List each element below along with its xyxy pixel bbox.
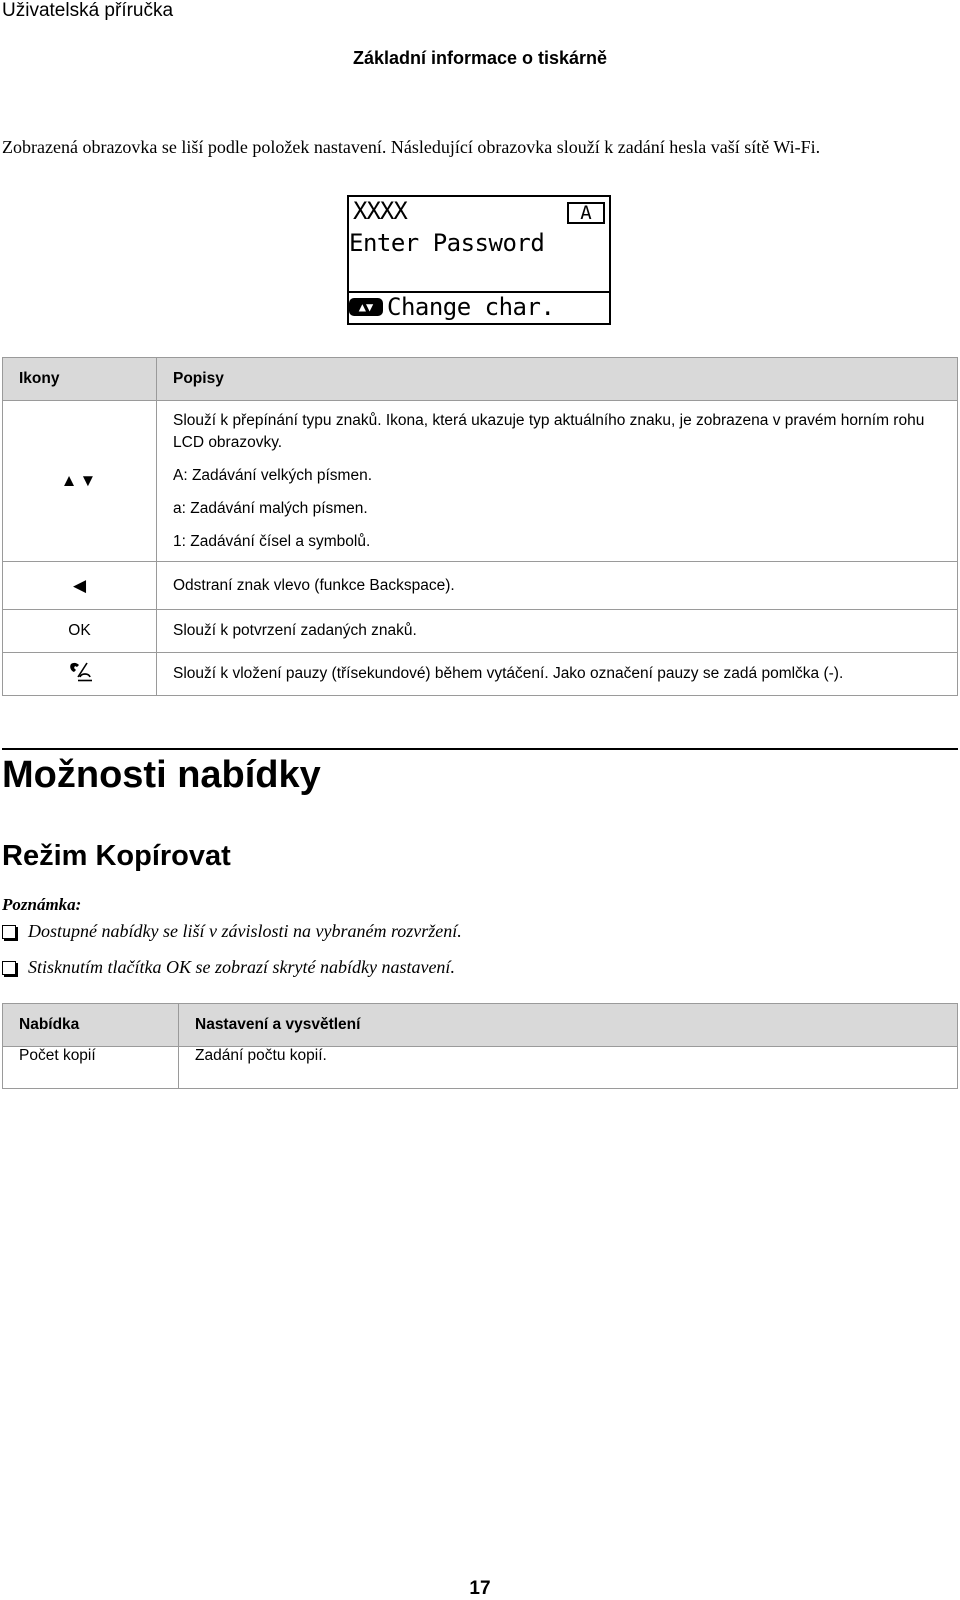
column-header-settings: Nastavení a vysvětlení xyxy=(179,1004,958,1047)
lcd-footer-label: Change char. xyxy=(387,293,555,321)
section-heading: Základní informace o tiskárně xyxy=(352,48,608,68)
column-header-icons: Ikony xyxy=(3,358,157,401)
note-heading: Poznámka: xyxy=(2,895,82,914)
note-list xyxy=(2,921,462,993)
description-text: a: Zadávání malých písmen. xyxy=(173,500,368,517)
lcd-screen-illustration xyxy=(347,195,611,325)
description-cell: Odstraní znak vlevo (funkce Backspace). xyxy=(157,562,958,610)
column-header-menu: Nabídka xyxy=(3,1004,179,1047)
checkbox-bullet-icon xyxy=(2,961,16,975)
left-triangle-icon: ◀ xyxy=(72,575,87,595)
menu-table xyxy=(2,1003,958,1089)
lcd-prompt: Enter Password xyxy=(349,229,545,257)
table-row xyxy=(3,401,958,562)
description-text: 1: Zadávání čísel a symbolů. xyxy=(173,533,371,550)
icon-cell xyxy=(3,401,157,562)
pause-dial-icon xyxy=(67,661,93,683)
description-cell: Slouží k vložení pauzy (třísekundové) během vytáčení. Jako označení pauzy se zadá pomlčka (-). xyxy=(157,653,958,696)
icon-cell: OK xyxy=(3,610,157,653)
running-head: Uživatelská příručka xyxy=(2,0,174,21)
page-number: 17 xyxy=(469,1578,491,1599)
table-row xyxy=(3,653,958,696)
column-header-descriptions: Popisy xyxy=(157,358,958,401)
description-cell: Zadání počtu kopií. xyxy=(179,1047,958,1089)
lcd-network-name: XXXX xyxy=(353,197,407,225)
table-row xyxy=(3,610,958,653)
chapter-heading: Možnosti nabídky xyxy=(2,754,321,796)
icons-table xyxy=(2,357,958,696)
note-text: Stisknutím tlačítka OK se zobrazí skryté nabídky nastavení. xyxy=(28,957,455,977)
intro-paragraph: Zobrazená obrazovka se liší podle položek nastavení. Následující obrazovka slouží k zadání hesla vaší sítě Wi-Fi. xyxy=(2,137,821,157)
table-row xyxy=(3,1047,958,1089)
subheading: Režim Kopírovat xyxy=(2,840,231,872)
icon-cell xyxy=(3,653,157,696)
table-header-row xyxy=(3,1004,958,1047)
table-row xyxy=(3,562,958,610)
list-item xyxy=(2,921,462,957)
icon-cell xyxy=(3,562,157,610)
up-down-arrows-icon: ▲▼ xyxy=(349,298,383,316)
description-cell xyxy=(157,401,958,562)
note-text: Dostupné nabídky se liší v závislosti na vybraném rozvržení. xyxy=(28,921,462,941)
up-down-triangles-icon: ▲▼ xyxy=(60,471,99,490)
table-header-row xyxy=(3,358,958,401)
description-text: Slouží k přepínání typu znaků. Ikona, která ukazuje typ aktuálního znaku, je zobrazena v pravém horním rohu LCD obrazovky. xyxy=(173,412,925,451)
description-cell: Slouží k potvrzení zadaných znaků. xyxy=(157,610,958,653)
lcd-char-mode: A xyxy=(567,202,605,224)
checkbox-bullet-icon xyxy=(2,925,16,939)
section-rule xyxy=(2,748,958,750)
lcd-footer xyxy=(349,293,554,321)
list-item xyxy=(2,957,462,993)
menu-cell: Počet kopií xyxy=(3,1047,179,1089)
description-text: A: Zadávání velkých písmen. xyxy=(173,467,373,484)
